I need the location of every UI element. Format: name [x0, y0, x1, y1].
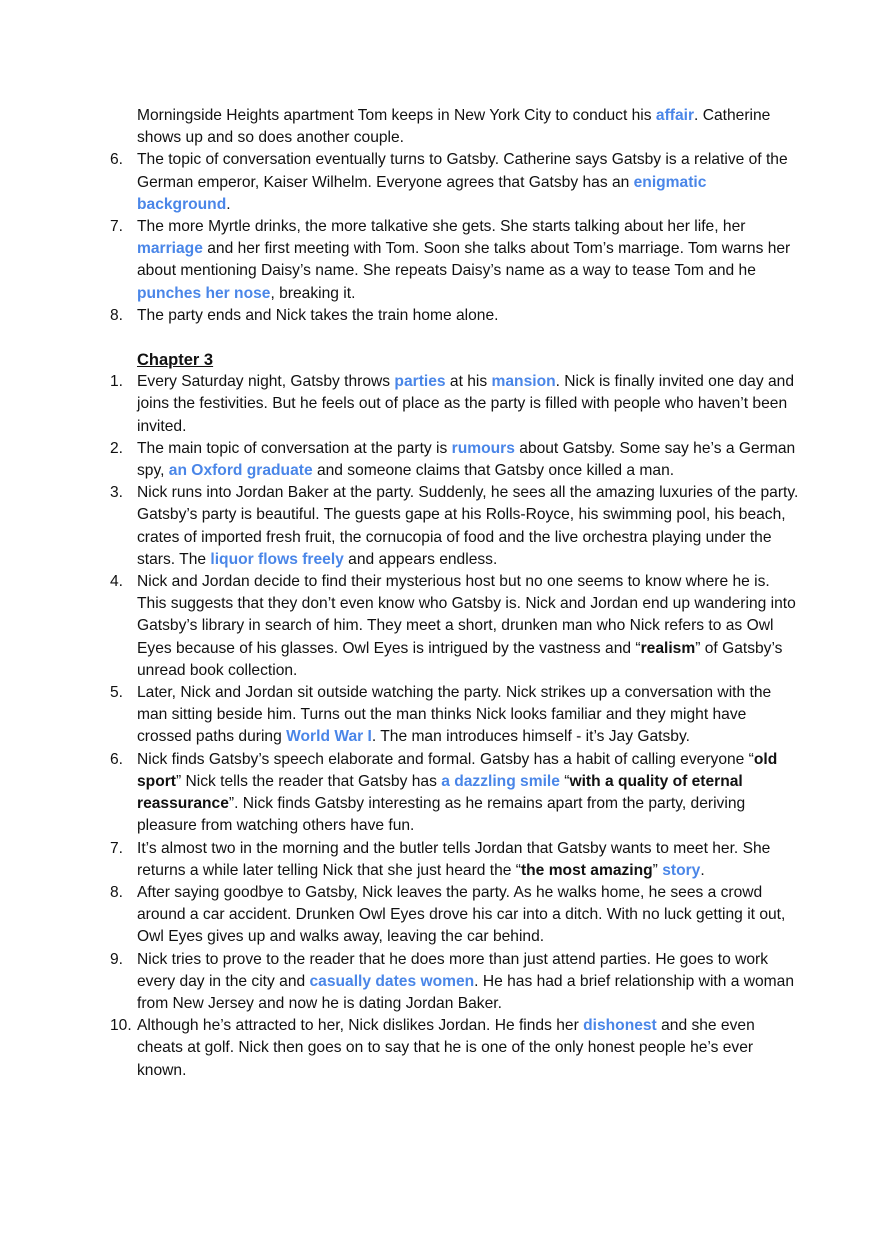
- list-item: [110, 949, 800, 1016]
- text-run: Later, Nick and Jordan sit outside watching the party. Nick strikes up a conversation with the man sitting beside him. Turns out the man thinks Nick looks familiar and they might have crossed paths during: [137, 684, 772, 746]
- text-run: Morningside Heights apartment Tom keeps in New York City to conduct his: [137, 107, 656, 124]
- list-item: [110, 1015, 800, 1082]
- list-item: [110, 438, 800, 482]
- text-run: Although he’s attracted to her, Nick dislikes Jordan. He finds her: [137, 1017, 584, 1035]
- list-item-text: [137, 218, 790, 302]
- list-number: 10.: [110, 1017, 132, 1035]
- list-number: 3.: [110, 484, 124, 502]
- text-run: . The man introduces himself - it’s Jay Gatsby.: [371, 728, 690, 746]
- text-run: ” Nick tells the reader that Gatsby has: [175, 772, 442, 790]
- list-item-text: [137, 151, 788, 212]
- list-number: 7.: [110, 839, 124, 857]
- list-item: [110, 838, 800, 882]
- text-run: and someone claims that Gatsby once killed a man.: [312, 462, 675, 480]
- text-run: . He has had a brief relationship with a woman from New Jersey and now he is dating Jordan Baker.: [137, 972, 795, 1012]
- bold-quote: realism: [640, 639, 696, 657]
- bold-quote: old sport: [137, 750, 778, 790]
- list-number: 9.: [110, 950, 124, 968]
- list-number: 7.: [110, 218, 124, 236]
- highlighted-term: liquor flows freely: [210, 550, 344, 568]
- list-item-text: [137, 884, 785, 945]
- text-run: and appears endless.: [343, 550, 498, 568]
- list-item-text: [137, 684, 771, 745]
- text-run: Every Saturday night, Gatsby throws: [137, 373, 395, 391]
- text-run: Nick finds Gatsby’s speech elaborate and formal. Gatsby has a habit of calling everyone “: [137, 750, 754, 768]
- text-run: . Catherine shows up and so does another couple.: [137, 107, 771, 147]
- chapter-3-heading: Chapter 3: [137, 351, 214, 370]
- list-item-text: [137, 573, 796, 679]
- list-number: 5.: [110, 684, 124, 702]
- text-run: ”: [652, 861, 663, 879]
- text-run: , breaking it.: [270, 284, 356, 302]
- text-run: and her first meeting with Tom. Soon she talks about Tom’s marriage. Tom warns her about mentioning Daisy’s name. She repeats Daisy’s name as a way to tease Tom and he: [137, 240, 791, 280]
- highlighted-term: mansion: [491, 373, 556, 391]
- text-run: ” of Gatsby’s unread book collection.: [137, 639, 783, 679]
- list-item-text: [137, 440, 795, 479]
- text-run: Nick tries to prove to the reader that he does more than just attend parties. He goes to work every day in the city and: [137, 950, 769, 990]
- highlighted-term: enigmatic background: [137, 173, 707, 213]
- list-item-text: [137, 751, 777, 835]
- highlighted-term: a dazzling smile: [441, 772, 560, 790]
- highlighted-term: punches her nose: [137, 284, 271, 302]
- list-item: [110, 371, 800, 438]
- list-item-text: [137, 1017, 755, 1078]
- highlighted-term: marriage: [137, 240, 203, 258]
- list-number: 6.: [110, 151, 124, 169]
- text-run: Nick runs into Jordan Baker at the party. Suddenly, he sees all the amazing luxuries of the party. Gatsby’s party is beautiful. The guests gape at his Rolls-Royce, his swimming pool, his beach, crates of imported fresh fruit, the cornucopia of food and the live orchestra playing under the stars. The: [137, 484, 799, 568]
- text-run: After saying goodbye to Gatsby, Nick leaves the party. As he walks home, he sees a crowd around a car accident. Drunken Owl Eyes drove his car into a ditch. With no luck getting it out, Owl Eyes gives up and walks away, leaving the car behind.: [137, 883, 786, 946]
- highlighted-term: World War I: [286, 728, 372, 746]
- bold-quote: with a quality of eternal reassurance: [137, 772, 743, 813]
- list-number: 4.: [110, 573, 124, 591]
- text-run: .: [226, 195, 231, 213]
- list-item: [110, 571, 800, 682]
- list-item: [110, 682, 800, 749]
- highlighted-term: story: [662, 861, 701, 879]
- text-run: and she even cheats at golf. Nick then goes on to say that he is one of the only honest people he’s ever known.: [137, 1017, 755, 1079]
- text-run: It’s almost two in the morning and the butler tells Jordan that Gatsby wants to meet her. She returns a while later telling Nick that she just heard the “: [137, 839, 771, 879]
- text-run: ”. Nick finds Gatsby interesting as he remains apart from the party, deriving pleasure from watching others have fun.: [137, 795, 746, 835]
- highlighted-term: parties: [394, 373, 446, 391]
- list-item: [110, 216, 800, 305]
- bold-quote: the most amazing: [520, 861, 653, 879]
- list-number: 1.: [110, 373, 124, 391]
- list-item: [110, 149, 800, 216]
- chapter-3-list: [110, 371, 800, 1082]
- chapter-2-list-continued: [110, 149, 800, 327]
- list-item-text: [137, 307, 498, 324]
- text-run: The more Myrtle drinks, the more talkative she gets. She starts talking about her life, her: [137, 218, 746, 236]
- list-number: 8.: [110, 306, 124, 324]
- list-item-text: [137, 484, 798, 568]
- text-run: . Nick is finally invited one day and joins the festivities. But he feels out of place as the party is filled with people who haven’t been invited.: [137, 373, 794, 435]
- text-run: .: [700, 861, 705, 879]
- text-run: “: [559, 772, 570, 790]
- text-run: at his: [445, 373, 492, 391]
- highlighted-term: an Oxford graduate: [168, 462, 313, 480]
- list-number: 8.: [110, 883, 124, 901]
- highlighted-term: casually dates women: [309, 972, 475, 990]
- list-item: [110, 305, 800, 327]
- list-item-text: [137, 840, 770, 879]
- document-body: [110, 105, 800, 1082]
- text-run: The party ends and Nick takes the train home alone.: [137, 306, 499, 324]
- text-run: The topic of conversation eventually turns to Gatsby. Catherine says Gatsby is a relative of the German emperor, Kaiser Wilhelm. Everyone agrees that Gatsby has an: [137, 151, 788, 191]
- continued-paragraph: [110, 105, 800, 149]
- list-item: [110, 882, 800, 949]
- text-run: Nick and Jordan decide to find their mysterious host but no one seems to know where he is. This suggests that they don’t even know who Gatsby is. Nick and Jordan end up wandering into Gatsby’s library in search of him. They meet a short, drunken man who Nick refers to as Owl Eyes because of his glasses. Owl Eyes is intrigued by the vastness and “: [137, 573, 796, 657]
- text-run: The main topic of conversation at the party is: [137, 439, 452, 457]
- list-item: [110, 482, 800, 571]
- list-item-text: [137, 951, 794, 1012]
- list-item-text: [137, 373, 794, 434]
- highlighted-term: dishonest: [583, 1017, 657, 1035]
- highlighted-term: rumours: [451, 439, 515, 457]
- list-item: [110, 749, 800, 838]
- text-run: about Gatsby. Some say he’s a German spy,: [137, 439, 796, 480]
- list-number: 6.: [110, 750, 124, 768]
- list-number: 2.: [110, 439, 124, 457]
- highlighted-term: affair: [655, 107, 695, 124]
